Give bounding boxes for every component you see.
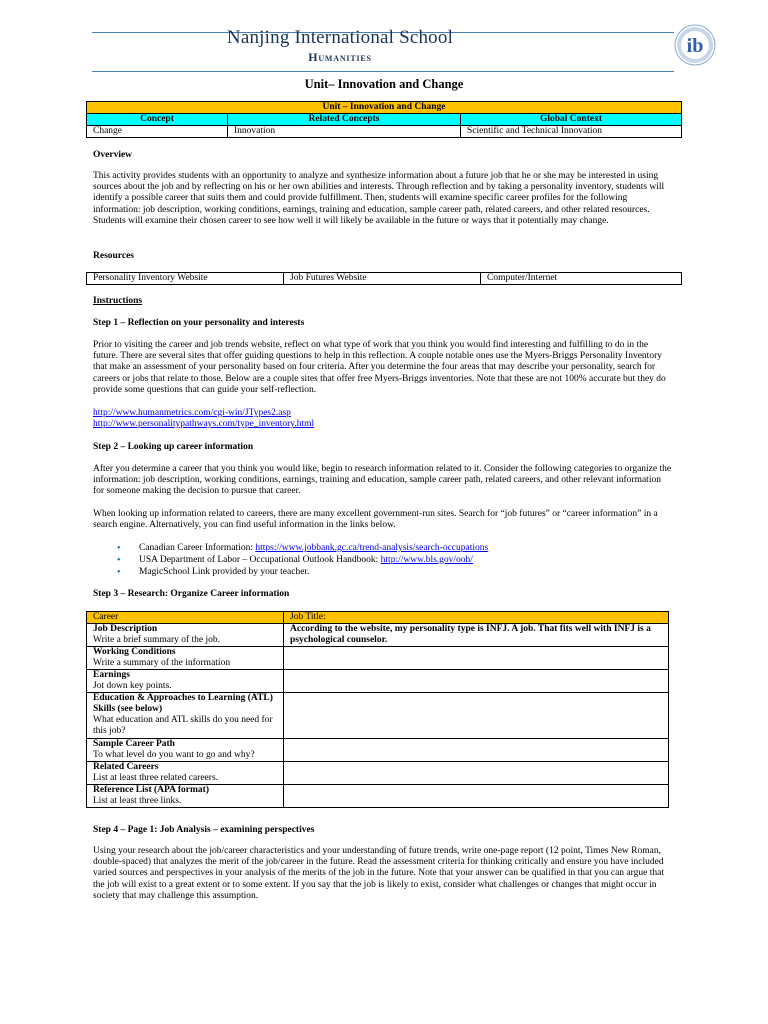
career-row-label: Education & Approaches to Learning (ATL) Skills (see below) What education and ATL skills do you need for this job? (87, 693, 284, 739)
step4-heading: Step 4 – Page 1: Job Analysis – examining perspectives (93, 825, 315, 835)
step1-text: Prior to visiting the career and job trends website, reflect on what type of work that you think you would find interesting and fulfilling to do in the future. There are several sites that offer guiding questions to help in this reflection. A couple notable ones use the Myers-Briggs Personality Inventory that make an assessment of your personality based on four criteria. After you determine the four areas that may describe your personality, search for careers or jobs that relate to those. Below are a couple sites that offer free Myers-Briggs inventories. Note that these are not 100% accurate but they do provide some questions that can guide your self-reflection. (93, 340, 666, 395)
bullet-usa (117, 555, 659, 566)
bullet-canadian (117, 543, 659, 554)
bullet-dot-icon: • (117, 555, 121, 566)
unit-table-header: Global Context (461, 114, 682, 126)
unit-table-header: Concept (87, 114, 228, 126)
resource-item: Job Futures Website (284, 273, 481, 285)
career-row-label: Working Conditions Write a summary of the information (87, 647, 284, 670)
step1-heading: Step 1 – Reflection on your personality and interests (93, 318, 305, 328)
unit-table-cell: Change (87, 126, 228, 138)
unit-table-header: Related Concepts (228, 114, 461, 126)
ib-logo-icon (674, 24, 716, 66)
resources-table (86, 272, 682, 285)
unit-title: Unit– Innovation and Change (304, 77, 464, 91)
ib-logo-text: ib (686, 35, 704, 57)
step1-links (93, 408, 673, 430)
jobbank-link[interactable]: https://www.jobbank.gc.ca/trend-analysis/search-occupations (255, 543, 489, 553)
department-name: Humanities (308, 50, 372, 64)
career-row-label: Reference List (APA format) List at least three links. (87, 785, 284, 808)
step2-text-1: After you determine a career that you think you would like, begin to research information related to it. Consider the following categories to organize the information: job description, working conditions, earnings, training and education, sample career path, related careers, and other relevant information for someone making the decision to pursue that career. (93, 464, 672, 497)
career-row-answer[interactable] (284, 670, 669, 693)
career-table (86, 611, 669, 808)
career-row-answer[interactable]: According to the website, my personality type is INFJ. A job. That fits well with INFJ is a psychological counselor. (284, 624, 669, 647)
career-row-answer[interactable] (284, 647, 669, 670)
bls-link[interactable]: http://www.bls.gov/ooh/ (380, 555, 473, 565)
humanmetrics-link[interactable]: http://www.humanmetrics.com/cgi-win/JTypes2.asp (93, 408, 291, 418)
instructions-heading: Instructions (93, 296, 143, 306)
overview-heading: Overview (93, 150, 133, 160)
resources-heading: Resources (93, 251, 134, 261)
bullet-text: Canadian Career Information: (139, 543, 256, 553)
career-row-answer[interactable] (284, 739, 669, 762)
unit-table-title: Unit – Innovation and Change (87, 102, 682, 114)
job-title-header: Job Title: (284, 612, 669, 624)
bullet-text: USA Department of Labor – Occupational Outlook Handbook: (139, 555, 381, 565)
career-row-answer[interactable] (284, 693, 669, 739)
career-row-answer[interactable] (284, 785, 669, 808)
step3-heading: Step 3 – Research: Organize Career information (93, 589, 290, 599)
career-row-label: Earnings Jot down key points. (87, 670, 284, 693)
unit-table (86, 101, 682, 138)
career-header: Career (87, 612, 284, 624)
step4-text: Using your research about the job/career characteristics and your understanding of future trends, write one-page report (12 point, Times New Roman, double-spaced) that analyzes the merit of the job/career in the future. Read the assessment criteria for thinking critically and ensure you have included varied sources and perspectives in your analysis of the merits of the job in the future. Note that your answer can be qualified in that you can argue that the job will exist to a great extent or to some extent. If you say that the job is likely to exist, consider what challenges or changes that might occur in society that may challenge this assumption. (93, 846, 664, 901)
overview-text: This activity provides students with an opportunity to analyze and synthesize information about a future job that he or she may be interested in using sources about the job and by reflecting on his or her own abilities and interests. Through reflection and by taking a personality inventory, students will identify a possible career that suits them and could provide fulfillment. Then, students will examine specific career profiles for the following information: job description, working conditions, earnings, training and education, sample career path, related careers, and other related resources. Students will examine their chosen career to see how well it will likely be available in the future or ways that it potentially may change. (93, 171, 665, 226)
bullet-magicschool (117, 567, 659, 578)
resource-item: Personality Inventory Website (87, 273, 284, 285)
step2-heading: Step 2 – Looking up career information (93, 442, 254, 452)
career-row-label: Job Description Write a brief summary of the job. (87, 624, 284, 647)
unit-table-cell: Scientific and Technical Innovation (461, 126, 682, 138)
unit-table-cell: Innovation (228, 126, 461, 138)
personalitypathways-link[interactable]: http://www.personalitypathways.com/type_inventory.html (93, 419, 315, 430)
school-name: Nanjing International School (226, 27, 454, 48)
bullet-text: MagicSchool Link provided by your teacher. (139, 567, 310, 577)
career-row-label: Related Careers List at least three related careers. (87, 762, 284, 785)
header-rule-bottom (92, 71, 674, 72)
bullet-dot-icon: • (117, 567, 121, 578)
step2-text-2: When looking up information related to careers, there are many excellent government-run sites. Search for “job futures” or “career information” in a search engine. Alternatively, you can find useful information in the links below. (93, 509, 658, 531)
career-row-label: Sample Career Path To what level do you want to go and why? (87, 739, 284, 762)
bullet-dot-icon: • (117, 543, 121, 554)
career-row-answer[interactable] (284, 762, 669, 785)
resource-item: Computer/Internet (481, 273, 682, 285)
